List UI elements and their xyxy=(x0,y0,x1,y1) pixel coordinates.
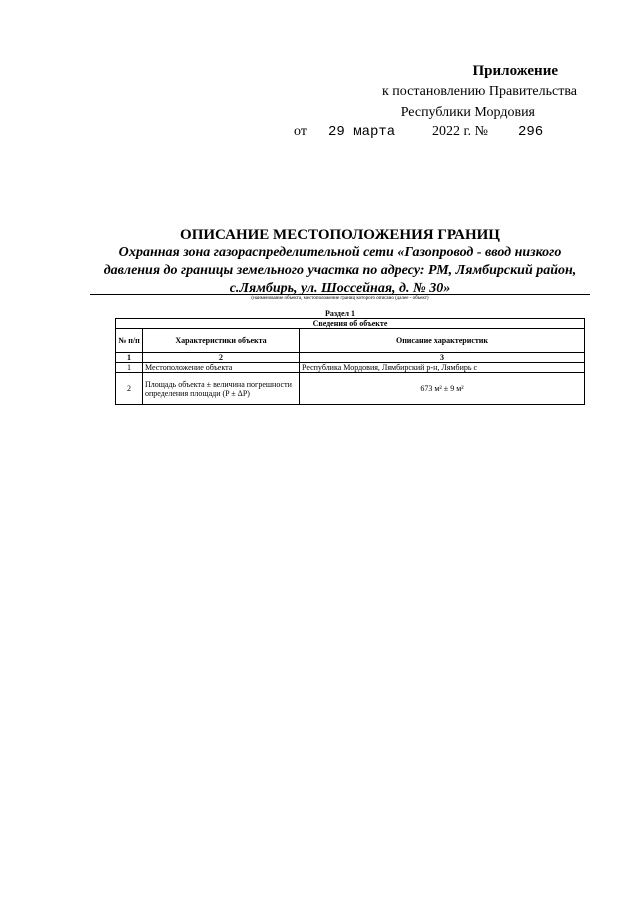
appendix-line-2: Республики Мордовия xyxy=(400,105,535,120)
subtitle-line-2: давления до границы земельного участка по адресу: РМ, Лямбирский район, xyxy=(103,263,577,278)
document-title: ОПИСАНИЕ МЕСТОПОЛОЖЕНИЯ ГРАНИЦ xyxy=(180,227,500,243)
row-characteristic: Площадь объекта ± величина погрешности определения площади (P ± ΔP) xyxy=(143,373,300,405)
appendix-line-1: к постановлению Правительства xyxy=(381,84,577,99)
date-day-month: 29 марта xyxy=(328,124,396,140)
col-number-3: 3 xyxy=(300,353,585,363)
section-title: Раздел 1 xyxy=(324,309,356,318)
table-row xyxy=(116,363,585,373)
subtitle-line-3: с.Лямбирь, ул. Шоссейная, д. № 30» xyxy=(229,281,451,296)
title-underline xyxy=(90,294,590,295)
subtitle-line-1: Охранная зона газораспределительной сети «Газопровод - ввод низкого xyxy=(118,245,562,260)
header-description: Описание характеристик xyxy=(300,329,585,353)
header-characteristic: Характеристики объекта xyxy=(143,329,300,353)
document-number: 296 xyxy=(518,124,544,140)
row-number: 1 xyxy=(116,363,143,373)
col-number-2: 2 xyxy=(143,353,300,363)
object-info-table xyxy=(115,318,585,405)
header-number: № п/п xyxy=(116,329,143,353)
row-characteristic: Местоположение объекта xyxy=(143,363,300,373)
col-number-1: 1 xyxy=(116,353,143,363)
date-year: 2022 г. № xyxy=(432,124,489,139)
appendix-date-line xyxy=(280,123,580,145)
appendix-title: Приложение xyxy=(472,63,558,79)
appendix-block xyxy=(280,62,580,145)
document-heading xyxy=(90,226,590,298)
title-caption: (наименование объекта, местоположение границ которого описано (далее - объект) xyxy=(251,296,429,301)
table-row xyxy=(116,373,585,405)
row-number: 2 xyxy=(116,373,143,405)
date-prefix: от xyxy=(294,124,307,139)
table-title: Сведения об объекте xyxy=(116,319,585,329)
row-description: Республика Мордовия, Лямбирский р-н, Лямбирь с xyxy=(300,363,585,373)
row-description: 673 м² ± 9 м² xyxy=(300,373,585,405)
